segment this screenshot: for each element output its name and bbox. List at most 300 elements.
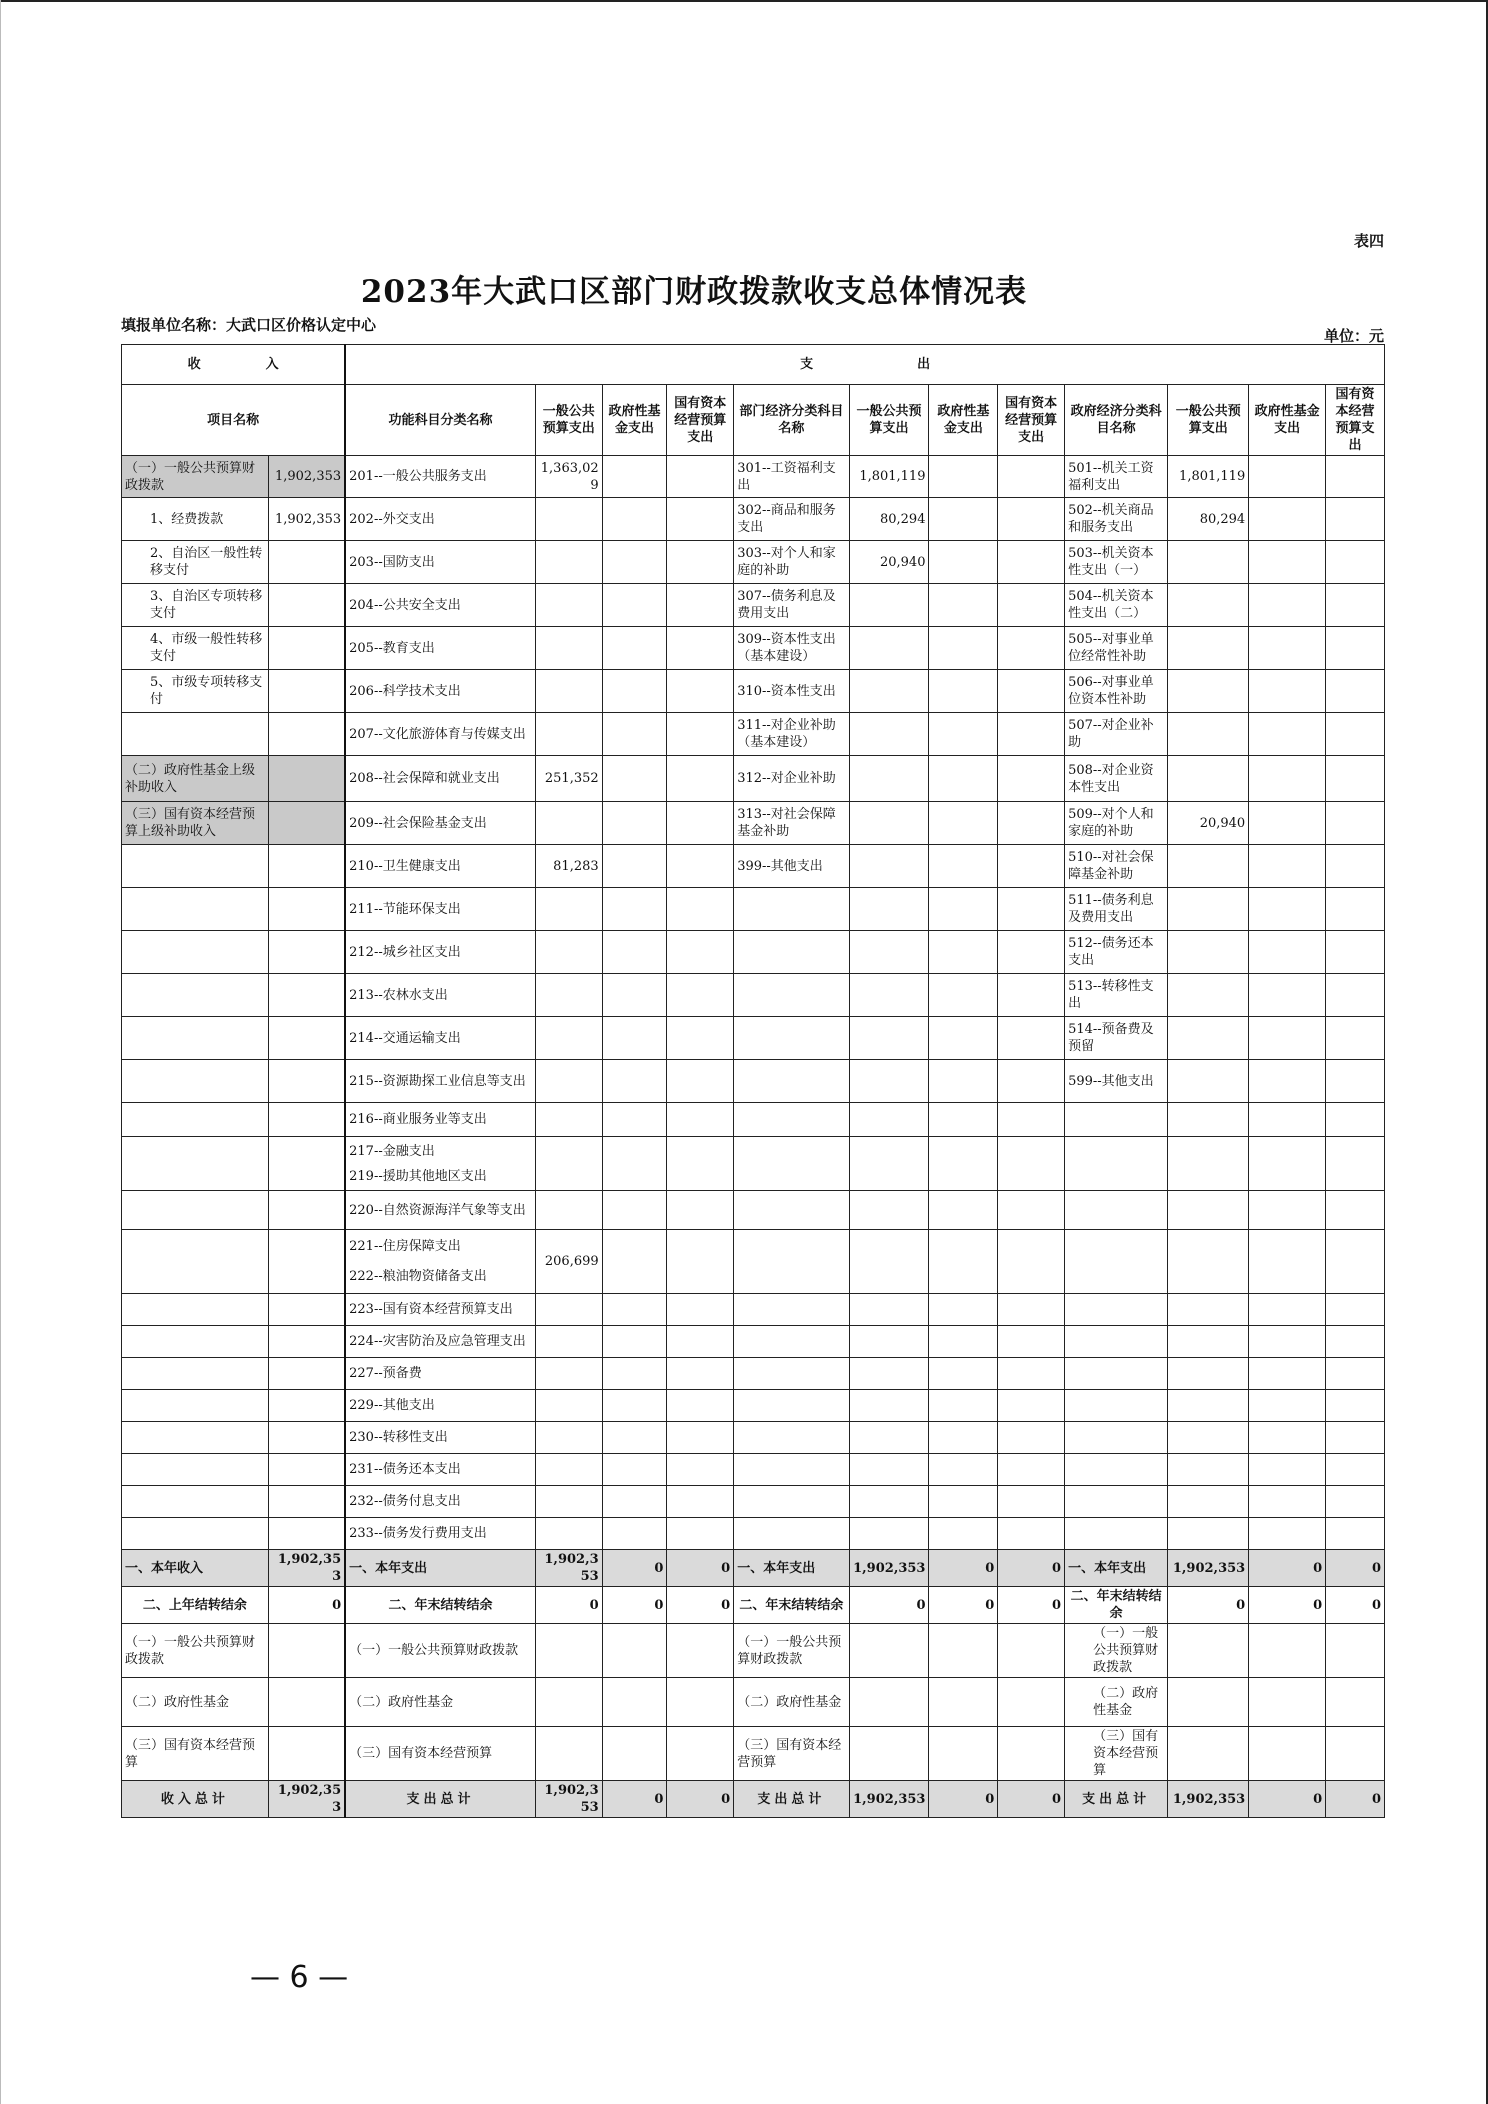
table-row	[122, 1294, 1385, 1326]
dept-summary-general: 0	[849, 1587, 929, 1624]
gov-gov-fund-value	[1249, 1390, 1326, 1422]
gov-general-budget-value	[1168, 845, 1249, 888]
dept-econ-name	[734, 1294, 849, 1326]
dept-general-budget-value	[849, 1060, 929, 1103]
gov-state-capital-value	[1326, 1422, 1385, 1454]
func-summary-capital: 0	[667, 1781, 734, 1818]
gov-summary-label: 一、本年支出	[1065, 1550, 1168, 1587]
table-row	[122, 1103, 1385, 1137]
gov-sub-label: （三）国有资本经营预算	[1065, 1727, 1168, 1781]
income-sub-value	[268, 1624, 345, 1678]
func-summary-general: 0	[535, 1587, 602, 1624]
income-item-value	[268, 1060, 345, 1103]
group-header-row	[122, 345, 1385, 385]
gov-econ-name: 599--其他支出	[1065, 1060, 1168, 1103]
func-gov-fund-value	[602, 456, 667, 498]
func-state-capital-value	[667, 1103, 734, 1137]
dept-summary-label: 支出总计	[734, 1781, 849, 1818]
dept-state-capital-header: 国有资本经营预算支出	[998, 385, 1065, 456]
income-item-name: （一）一般公共预算财政拨款	[122, 456, 269, 498]
func-gov-fund-value	[602, 1422, 667, 1454]
func-general-budget-value	[535, 974, 602, 1017]
func-gov-fund-value	[602, 1454, 667, 1486]
gov-state-capital-value	[1326, 498, 1385, 541]
func-state-capital-value	[667, 1422, 734, 1454]
dept-summary-capital: 0	[998, 1550, 1065, 1587]
func-state-capital-value	[667, 1454, 734, 1486]
func-summary-label: 支出总计	[345, 1781, 535, 1818]
dept-econ-name: 312--对企业补助	[734, 756, 849, 802]
func-general-budget-value	[535, 802, 602, 845]
gov-gov-fund-value	[1249, 1191, 1326, 1230]
func-sub-general	[535, 1678, 602, 1727]
table-row	[122, 1358, 1385, 1390]
func-class-name: 208--社会保障和就业支出	[345, 756, 535, 802]
income-item-name	[122, 1390, 269, 1422]
func-state-capital-value	[667, 802, 734, 845]
table-row	[122, 1060, 1385, 1103]
func-class-name: 204--公共安全支出	[345, 584, 535, 627]
dept-general-budget-value	[849, 1390, 929, 1422]
gov-sub-capital	[1326, 1727, 1385, 1781]
income-item-name	[122, 713, 269, 756]
gov-state-capital-value	[1326, 974, 1385, 1017]
func-gov-fund-value	[602, 931, 667, 974]
gov-general-budget-value	[1168, 1390, 1249, 1422]
gov-gov-fund-value	[1249, 845, 1326, 888]
func-state-capital-value	[667, 498, 734, 541]
gov-gov-fund-value	[1249, 1358, 1326, 1390]
func-class-name: 209--社会保险基金支出	[345, 802, 535, 845]
gov-state-capital-value	[1326, 1518, 1385, 1550]
gov-summary-capital: 0	[1326, 1781, 1385, 1818]
func-general-budget-value	[535, 931, 602, 974]
func-gov-fund-value	[602, 888, 667, 931]
income-item-name	[122, 888, 269, 931]
dept-econ-name	[734, 888, 849, 931]
gov-gov-fund-value	[1249, 1422, 1326, 1454]
func-state-capital-value	[667, 931, 734, 974]
gov-state-capital-header: 国有资本经营预算支出	[1326, 385, 1385, 456]
gov-sub-capital	[1326, 1678, 1385, 1727]
income-sub-value	[268, 1727, 345, 1781]
income-summary-label: 二、上年结转结余	[122, 1587, 269, 1624]
func-class-name: 220--自然资源海洋气象等支出	[345, 1191, 535, 1230]
gov-sub-label: （二）政府性基金	[1065, 1678, 1168, 1727]
dept-sub-fund	[929, 1678, 998, 1727]
func-state-capital-value	[667, 1390, 734, 1422]
income-item-value	[268, 1326, 345, 1358]
func-summary-label: 二、年末结转结余	[345, 1587, 535, 1624]
func-gov-fund-value	[602, 1230, 667, 1294]
func-general-budget-value	[535, 541, 602, 584]
func-gov-fund-value	[602, 541, 667, 584]
dept-sub-fund	[929, 1727, 998, 1781]
income-item-value	[268, 1294, 345, 1326]
gov-general-budget-value	[1168, 974, 1249, 1017]
income-summary-value: 1,902,353	[268, 1781, 345, 1818]
table-row	[122, 845, 1385, 888]
income-sub-value	[268, 1678, 345, 1727]
gov-summary-label: 支出总计	[1065, 1781, 1168, 1818]
dept-general-budget-value	[849, 1137, 929, 1191]
dept-gov-fund-value	[929, 1191, 998, 1230]
income-item-value	[268, 1486, 345, 1518]
gov-general-budget-value	[1168, 1454, 1249, 1486]
func-class-name: 233--债务发行费用支出	[345, 1518, 535, 1550]
income-item-name	[122, 1137, 269, 1191]
gov-econ-name	[1065, 1137, 1168, 1191]
gov-gov-fund-value	[1249, 1294, 1326, 1326]
dept-general-budget-value	[849, 1230, 929, 1294]
gov-econ-name	[1065, 1294, 1168, 1326]
func-state-capital-value	[667, 1137, 734, 1191]
func-sub-fund	[602, 1624, 667, 1678]
gov-econ-name: 511--债务利息及费用支出	[1065, 888, 1168, 931]
gov-summary-capital: 0	[1326, 1550, 1385, 1587]
dept-general-budget-value	[849, 1486, 929, 1518]
dept-general-budget-value	[849, 584, 929, 627]
dept-gov-fund-value	[929, 1103, 998, 1137]
func-state-capital-value	[667, 456, 734, 498]
dept-econ-name	[734, 1137, 849, 1191]
income-item-value	[268, 802, 345, 845]
gov-sub-general	[1168, 1678, 1249, 1727]
func-class-name: 214--交通运输支出	[345, 1017, 535, 1060]
dept-state-capital-value	[998, 713, 1065, 756]
func-class-line: 222--粮油物资储备支出	[349, 1268, 487, 1284]
func-state-capital-header: 国有资本经营预算支出	[667, 385, 734, 456]
income-summary-label: 一、本年收入	[122, 1550, 269, 1587]
dept-state-capital-value	[998, 1326, 1065, 1358]
dept-econ-name: 313--对社会保障基金补助	[734, 802, 849, 845]
func-general-budget-value	[535, 498, 602, 541]
dept-summary-general: 1,902,353	[849, 1781, 929, 1818]
func-gov-fund-header: 政府性基金支出	[602, 385, 667, 456]
gov-state-capital-value	[1326, 1390, 1385, 1422]
func-state-capital-value	[667, 627, 734, 670]
dept-econ-name	[734, 1060, 849, 1103]
dept-state-capital-value	[998, 888, 1065, 931]
dept-state-capital-value	[998, 627, 1065, 670]
func-gov-fund-value	[602, 713, 667, 756]
gov-state-capital-value	[1326, 931, 1385, 974]
gov-gov-fund-value	[1249, 802, 1326, 845]
dept-gov-fund-value	[929, 670, 998, 713]
income-item-value	[268, 541, 345, 584]
income-item-value	[268, 1103, 345, 1137]
income-item-name: 1、经费拨款	[122, 498, 269, 541]
func-general-budget-value	[535, 1390, 602, 1422]
func-general-budget-value	[535, 670, 602, 713]
dept-sub-label: （一）一般公共预算财政拨款	[734, 1624, 849, 1678]
func-class-name: 205--教育支出	[345, 627, 535, 670]
table-row	[122, 1017, 1385, 1060]
func-class-name: 210--卫生健康支出	[345, 845, 535, 888]
income-item-name: 5、市级专项转移支付	[122, 670, 269, 713]
column-header-row	[122, 385, 1385, 456]
dept-state-capital-value	[998, 1454, 1065, 1486]
dept-gov-fund-value	[929, 456, 998, 498]
income-summary-value: 1,902,353	[268, 1550, 345, 1587]
gov-econ-name: 502--机关商品和服务支出	[1065, 498, 1168, 541]
func-gov-fund-value	[602, 1060, 667, 1103]
dept-sub-capital	[998, 1727, 1065, 1781]
gov-econ-name: 510--对社会保障基金补助	[1065, 845, 1168, 888]
table-row	[122, 1230, 1385, 1294]
table-row	[122, 1390, 1385, 1422]
dept-state-capital-value	[998, 1518, 1065, 1550]
func-summary-capital: 0	[667, 1550, 734, 1587]
func-general-budget-value	[535, 1294, 602, 1326]
income-item-name: （二）政府性基金上级补助收入	[122, 756, 269, 802]
income-item-name	[122, 1518, 269, 1550]
func-state-capital-value	[667, 1486, 734, 1518]
gov-econ-name: 501--机关工资福利支出	[1065, 456, 1168, 498]
dept-general-budget-value	[849, 845, 929, 888]
gov-summary-general: 1,902,353	[1168, 1550, 1249, 1587]
dept-general-budget-value	[849, 1454, 929, 1486]
gov-econ-name: 504--机关资本性支出（二）	[1065, 584, 1168, 627]
dept-econ-name: 301--工资福利支出	[734, 456, 849, 498]
gov-econ-name	[1065, 1103, 1168, 1137]
gov-state-capital-value	[1326, 1191, 1385, 1230]
dept-econ-name: 399--其他支出	[734, 845, 849, 888]
func-state-capital-value	[667, 845, 734, 888]
gov-general-budget-value	[1168, 1486, 1249, 1518]
gov-summary-label: 二、年末结转结余	[1065, 1587, 1168, 1624]
func-general-budget-value	[535, 1137, 602, 1191]
current-year-row	[122, 1550, 1385, 1587]
func-general-budget-value: 251,352	[535, 756, 602, 802]
func-class-name: 223--国有资本经营预算支出	[345, 1294, 535, 1326]
dept-econ-name	[734, 1518, 849, 1550]
gov-state-capital-value	[1326, 756, 1385, 802]
func-general-budget-value	[535, 1518, 602, 1550]
gov-general-budget-value	[1168, 1060, 1249, 1103]
func-class-name: 201--一般公共服务支出	[345, 456, 535, 498]
func-state-capital-value	[667, 888, 734, 931]
table-row	[122, 456, 1385, 498]
gov-general-budget-value: 80,294	[1168, 498, 1249, 541]
gov-general-budget-value	[1168, 1358, 1249, 1390]
gov-gov-fund-value	[1249, 756, 1326, 802]
func-state-capital-value	[667, 1294, 734, 1326]
func-gov-fund-value	[602, 1518, 667, 1550]
table-row	[122, 1137, 1385, 1191]
gov-gov-fund-value	[1249, 1454, 1326, 1486]
dept-summary-capital: 0	[998, 1781, 1065, 1818]
dept-state-capital-value	[998, 1103, 1065, 1137]
dept-gov-fund-value	[929, 584, 998, 627]
dept-state-capital-value	[998, 1486, 1065, 1518]
func-gov-fund-value	[602, 802, 667, 845]
dept-econ-name	[734, 1326, 849, 1358]
func-state-capital-value	[667, 1060, 734, 1103]
gov-state-capital-value	[1326, 713, 1385, 756]
dept-gov-fund-value	[929, 756, 998, 802]
income-item-name	[122, 1060, 269, 1103]
gov-econ-name: 507--对企业补助	[1065, 713, 1168, 756]
gov-econ-name	[1065, 1486, 1168, 1518]
dept-state-capital-value	[998, 1191, 1065, 1230]
gov-state-capital-value	[1326, 456, 1385, 498]
func-general-budget-header: 一般公共预算支出	[535, 385, 602, 456]
income-item-value	[268, 627, 345, 670]
func-general-budget-value	[535, 713, 602, 756]
gov-gov-fund-value	[1249, 1103, 1326, 1137]
dept-gov-fund-value	[929, 1230, 998, 1294]
table-row	[122, 1518, 1385, 1550]
dept-general-budget-value	[849, 670, 929, 713]
dept-general-budget-value	[849, 1103, 929, 1137]
dept-state-capital-value	[998, 670, 1065, 713]
func-summary-general: 1,902,353	[535, 1550, 602, 1587]
dept-general-budget-value	[849, 802, 929, 845]
dept-econ-name: 309--资本性支出（基本建设）	[734, 627, 849, 670]
func-general-budget-value	[535, 1326, 602, 1358]
func-class-name: 230--转移性支出	[345, 1422, 535, 1454]
gov-gov-fund-value	[1249, 1137, 1326, 1191]
func-sub-label: （一）一般公共预算财政拨款	[345, 1624, 535, 1678]
gov-general-budget-value	[1168, 713, 1249, 756]
func-summary-capital: 0	[667, 1587, 734, 1624]
gov-sub-label: （一）一般公共预算财政拨款	[1065, 1624, 1168, 1678]
dept-econ-name	[734, 1454, 849, 1486]
gov-general-budget-value	[1168, 756, 1249, 802]
income-item-value	[268, 931, 345, 974]
dept-general-budget-value	[849, 713, 929, 756]
func-state-capital-value	[667, 1230, 734, 1294]
income-item-value	[268, 584, 345, 627]
func-sub-fund	[602, 1678, 667, 1727]
dept-state-capital-value	[998, 456, 1065, 498]
gov-general-budget-value	[1168, 584, 1249, 627]
func-sub-capital	[667, 1624, 734, 1678]
func-class-name: 207--文化旅游体育与传媒支出	[345, 713, 535, 756]
func-sub-label: （三）国有资本经营预算	[345, 1727, 535, 1781]
gov-state-capital-value	[1326, 1017, 1385, 1060]
func-class-name	[345, 1137, 535, 1191]
gov-econ-name	[1065, 1390, 1168, 1422]
func-class-name: 224--灾害防治及应急管理支出	[345, 1326, 535, 1358]
func-class-name: 202--外交支出	[345, 498, 535, 541]
sub-row	[122, 1727, 1385, 1781]
func-class-name: 211--节能环保支出	[345, 888, 535, 931]
gov-general-budget-value	[1168, 1103, 1249, 1137]
gov-state-capital-value	[1326, 1103, 1385, 1137]
table-row	[122, 1454, 1385, 1486]
func-state-capital-value	[667, 1518, 734, 1550]
gov-summary-fund: 0	[1249, 1587, 1326, 1624]
func-class-name: 232--债务付息支出	[345, 1486, 535, 1518]
gov-state-capital-value	[1326, 584, 1385, 627]
gov-general-budget-value	[1168, 1191, 1249, 1230]
func-class-name: 212--城乡社区支出	[345, 931, 535, 974]
gov-gov-fund-value	[1249, 1518, 1326, 1550]
func-class-name: 213--农林水支出	[345, 974, 535, 1017]
gov-sub-general	[1168, 1624, 1249, 1678]
func-gov-fund-value	[602, 1191, 667, 1230]
table-row	[122, 802, 1385, 845]
income-item-name	[122, 1422, 269, 1454]
func-gov-fund-value	[602, 1326, 667, 1358]
gov-sub-fund	[1249, 1678, 1326, 1727]
gov-general-budget-value	[1168, 670, 1249, 713]
table-row	[122, 713, 1385, 756]
func-state-capital-value	[667, 541, 734, 584]
grand-total-row	[122, 1781, 1385, 1818]
carryover-row	[122, 1587, 1385, 1624]
gov-econ-name	[1065, 1230, 1168, 1294]
dept-general-budget-value	[849, 756, 929, 802]
func-general-budget-value	[535, 888, 602, 931]
dept-state-capital-value	[998, 1230, 1065, 1294]
gov-econ-name	[1065, 1422, 1168, 1454]
dept-econ-name	[734, 931, 849, 974]
income-item-value	[268, 1137, 345, 1191]
income-item-name	[122, 974, 269, 1017]
sub-row	[122, 1624, 1385, 1678]
gov-gov-fund-value	[1249, 713, 1326, 756]
func-state-capital-value	[667, 1358, 734, 1390]
dept-general-budget-value	[849, 1191, 929, 1230]
dept-gov-fund-value	[929, 1137, 998, 1191]
income-item-value	[268, 974, 345, 1017]
dept-econ-name: 302--商品和服务支出	[734, 498, 849, 541]
gov-econ-header: 政府经济分类科目名称	[1065, 385, 1168, 456]
gov-sub-capital	[1326, 1624, 1385, 1678]
func-general-budget-value	[535, 627, 602, 670]
func-general-budget-value	[535, 1422, 602, 1454]
income-item-name	[122, 1191, 269, 1230]
dept-state-capital-value	[998, 974, 1065, 1017]
income-item-value	[268, 1518, 345, 1550]
gov-state-capital-value	[1326, 1294, 1385, 1326]
dept-gov-fund-value	[929, 713, 998, 756]
dept-econ-name	[734, 1017, 849, 1060]
dept-state-capital-value	[998, 756, 1065, 802]
income-item-value	[268, 1422, 345, 1454]
income-item-name	[122, 1017, 269, 1060]
dept-gov-fund-value	[929, 1294, 998, 1326]
income-item-name: 4、市级一般性转移支付	[122, 627, 269, 670]
dept-general-budget-value: 1,801,119	[849, 456, 929, 498]
gov-gov-fund-value	[1249, 931, 1326, 974]
table-row	[122, 498, 1385, 541]
gov-econ-name: 508--对企业资本性支出	[1065, 756, 1168, 802]
func-class-line: 221--住房保障支出	[349, 1238, 461, 1254]
expense-group-header: 支 出	[345, 345, 1384, 385]
dept-sub-capital	[998, 1678, 1065, 1727]
func-state-capital-value	[667, 584, 734, 627]
dept-gov-fund-value	[929, 1326, 998, 1358]
dept-gov-fund-value	[929, 888, 998, 931]
gov-econ-name	[1065, 1358, 1168, 1390]
dept-general-budget-value	[849, 1358, 929, 1390]
dept-state-capital-value	[998, 1017, 1065, 1060]
dept-gov-fund-value	[929, 1486, 998, 1518]
gov-gov-fund-value	[1249, 1017, 1326, 1060]
dept-general-budget-header: 一般公共预算支出	[849, 385, 929, 456]
func-class-name: 203--国防支出	[345, 541, 535, 584]
gov-general-budget-value	[1168, 1137, 1249, 1191]
func-gov-fund-value	[602, 1137, 667, 1191]
dept-gov-fund-header: 政府性基金支出	[929, 385, 998, 456]
income-summary-label: 收入总计	[122, 1781, 269, 1818]
income-item-name	[122, 1294, 269, 1326]
func-general-budget-value: 81,283	[535, 845, 602, 888]
